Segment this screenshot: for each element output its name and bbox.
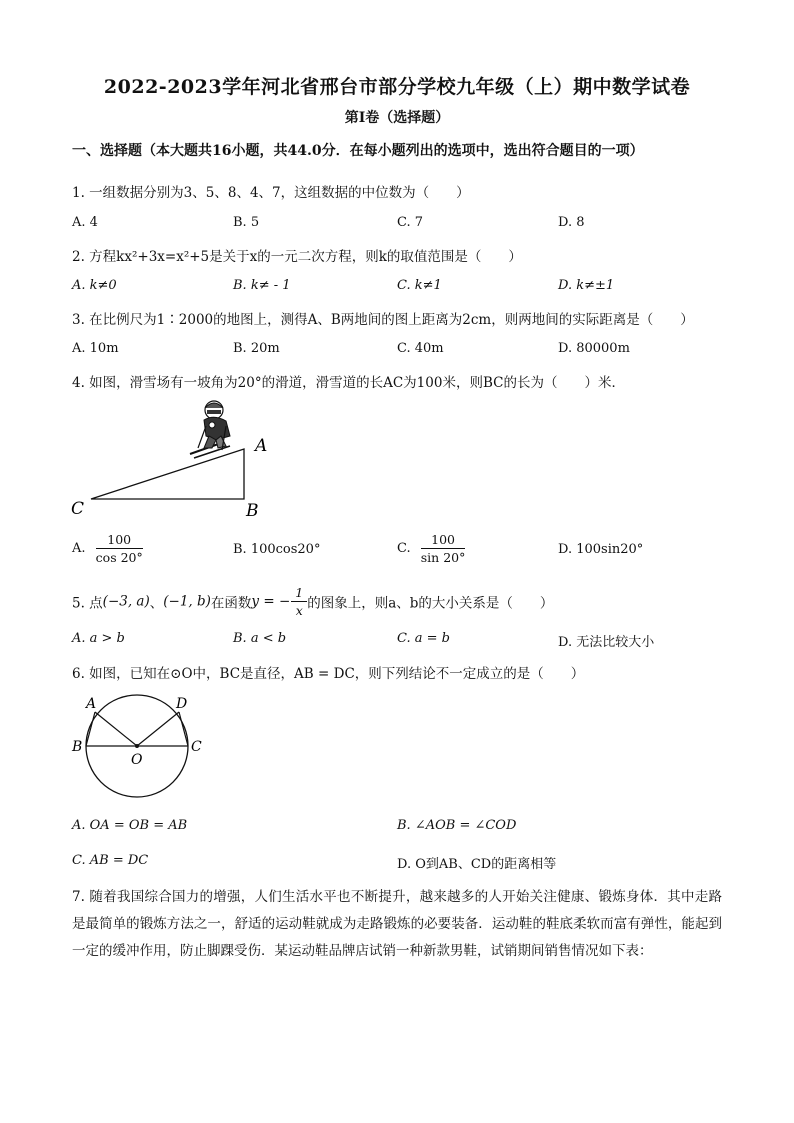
question-3-option-a: A. 10m [72, 341, 119, 356]
question-5-option-c: C. a = b [397, 631, 450, 646]
label-a: A [86, 696, 97, 712]
section-heading: 一、选择题（本大题共16小题，共44.0分．在每小题列出的选项中，选出符合题目的一项） [72, 143, 644, 159]
question-1-stem: 1. 一组数据分别为3、5、8、4、7，这组数据的中位数为（ ） [72, 185, 470, 201]
question-3-stem: 3. 在比例尺为1∶2000的地图上，测得A、B两地间的图上距离为2cm，则两地间的实际距离是（ ） [72, 312, 694, 328]
question-6-option-c: C. AB = DC [72, 853, 149, 868]
skier-icon [198, 401, 230, 450]
circle-figure [66, 690, 216, 820]
point-1: (−3, a) [102, 593, 150, 610]
function-lhs: y = − [251, 593, 291, 610]
question-4-stem: 4. 如图，滑雪场有一坡角为20°的滑道，滑雪道的长AC为100米，则BC的长为（ ）米． [72, 375, 625, 391]
question-2-option-a: A. k≠0 [72, 278, 117, 293]
ski-slope-figure [66, 396, 286, 524]
question-6-option-b: B. ∠AOB = ∠COD [397, 818, 517, 833]
question-5-option-b: B. a < b [233, 631, 287, 646]
label-o: O [131, 752, 143, 768]
label-c: C [191, 739, 202, 755]
question-1-option-c: C. 7 [397, 215, 424, 230]
question-4-option-d: D. 100sin20° [558, 542, 644, 557]
question-1-option-d: D. 8 [558, 215, 585, 230]
question-6-option-a: A. OA = OB = AB [72, 818, 188, 833]
point-2: (−1, b) [163, 593, 211, 610]
label-d: D [176, 696, 188, 712]
question-4-option-a: A. $\frac{100}{\cos 20^\circ}$ [72, 532, 143, 565]
question-4-option-c: C. $\frac{100}{\sin 20^\circ}$ [397, 532, 466, 565]
question-2-option-c: C. k≠1 [397, 278, 442, 293]
question-1-option-b: B. 5 [233, 215, 260, 230]
question-6-option-d: D. O到AB、CD的距离相等 [397, 857, 557, 872]
question-3-option-d: D. 80000m [558, 341, 630, 356]
question-5-option-a: A. a > b [72, 631, 125, 646]
label-c: C [71, 499, 85, 519]
question-3-option-b: B. 20m [233, 341, 280, 356]
label-b: B [72, 739, 83, 755]
page-title: 2022-2023学年河北省邢台市部分学校九年级（上）期中数学试卷 [103, 76, 691, 98]
question-1-option-a: A. 4 [72, 215, 98, 230]
label-a: A [255, 436, 268, 456]
question-7-paragraph: 7. 随着我国综合国力的增强，人们生活水平也不断提升，越来越多的人开始关注健康、锻炼身体．其中走路是最简单的锻炼方法之一，舒适的运动鞋就成为走路锻炼的必要装备．运动鞋的鞋底柔软而富有弹性，能起到一定的缓冲作用，防止脚踝受伤．某运动鞋品牌店试销一种新款男鞋，试销期间销售情况如下表： [72, 889, 722, 959]
question-4-option-b: B. 100cos20° [233, 542, 321, 557]
question-2-stem: 2. 方程kx²+3x=x²+5是关于x的一元二次方程，则k的取值范围是（ ） [72, 249, 522, 265]
question-2-option-b: B. k≠ - 1 [233, 278, 291, 293]
label-b: B [246, 501, 259, 521]
question-3-option-c: C. 40m [397, 341, 444, 356]
question-5-option-d: D. 无法比较大小 [558, 635, 655, 650]
question-5-stem: 5. 点(−3, a)、(−1, b)在函数y = − $\frac{1}{x}$ 的图象上，则a、b的大小关系是（ ） [72, 585, 554, 618]
question-2-option-d: D. k≠±1 [558, 278, 615, 293]
question-6-stem: 6. 如图，已知在⊙O中，BC是直径，AB = DC，则下列结论不一定成立的是（ ） [72, 666, 585, 682]
volume-subtitle: 第I卷（选择题） [344, 110, 450, 126]
